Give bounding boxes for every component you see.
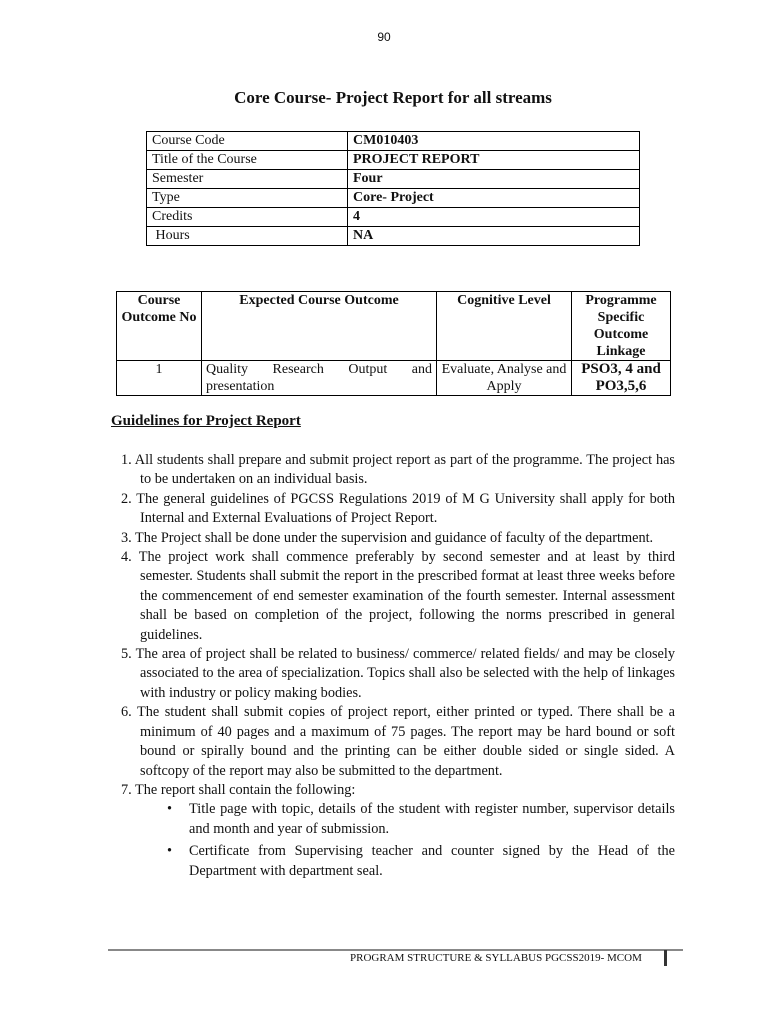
table-row <box>147 227 640 246</box>
report-contents-list <box>140 800 675 881</box>
header-cognitive-level: Cognitive Level <box>437 292 572 361</box>
bullet-icon: • <box>167 843 173 860</box>
guideline-item: 6. The student shall submit copies of project report, either printed or typed. There shall be a minimum of 40 pages and a maximum of 75 pages. The report may be hard bound or soft bound or spirally bound and the printing can be either double sided or single sided. A softcopy of the report may also be submitted to the department. <box>121 704 675 779</box>
outcome-number: 1 <box>117 361 202 396</box>
list-item-text: Title page with topic, details of the student with register number, supervisor details and month and year of submission. <box>189 801 675 837</box>
course-title-label: Title of the Course <box>147 151 348 170</box>
table-header-row <box>117 292 671 361</box>
course-code-label: Course Code <box>147 132 348 151</box>
guideline-item: 3. The Project shall be done under the supervision and guidance of faculty of the department. <box>121 529 654 546</box>
course-outcome-table <box>116 291 671 396</box>
outcome-description-line-2: presentation <box>206 379 275 394</box>
guidelines-heading: Guidelines for Project Report <box>111 413 301 429</box>
credits-label: Credits <box>147 208 348 227</box>
guideline-item: 2. The general guidelines of PGCSS Regulations 2019 of M G University shall apply for both Internal and External Evaluations of Project Report. <box>121 490 675 527</box>
table-row <box>117 361 671 396</box>
outcome-cognitive-level: Evaluate, Analyse and Apply <box>437 361 572 396</box>
guideline-item-text: 7. The report shall contain the following: <box>121 781 356 798</box>
footer-divider <box>108 949 683 951</box>
hours-value: NA <box>348 227 640 246</box>
outcome-pso-linkage: PSO3, 4 and PO3,5,6 <box>572 361 671 396</box>
table-row <box>147 170 640 189</box>
header-expected-outcome: Expected Course Outcome <box>202 292 437 361</box>
course-info-table <box>146 131 640 246</box>
table-row <box>147 189 640 208</box>
page-title: Core Course- Project Report for all streams <box>234 88 552 107</box>
header-pso-linkage: Programme Specific Outcome Linkage <box>572 292 671 361</box>
semester-label: Semester <box>147 170 348 189</box>
page-footer: PROGRAM STRUCTURE & SYLLABUS PGCSS2019- MCOM <box>350 952 642 964</box>
page-number: 90 <box>377 30 391 44</box>
list-item <box>149 842 675 881</box>
list-item-text: Certificate from Supervising teacher and counter signed by the Head of the Department with department seal. <box>189 843 675 879</box>
table-row <box>147 208 640 227</box>
guideline-item: 1. All students shall prepare and submit project report as part of the programme. The project has to be undertaken on an individual basis. <box>121 452 675 488</box>
guidelines-list <box>115 451 675 884</box>
type-value: Core- Project <box>348 189 640 208</box>
credits-value: 4 <box>348 208 640 227</box>
type-label: Type <box>147 189 348 208</box>
list-item <box>149 800 675 839</box>
bullet-icon: • <box>167 801 173 818</box>
guideline-item: 5. The area of project shall be related to business/ commerce/ related fields/ and may be closely associated to the area of specialization. Topics shall also be selected with the help of linkages with industry or policy making bodies. <box>121 646 675 701</box>
outcome-description-line-1: Quality Research Output and <box>206 362 432 377</box>
header-outcome-no: Course Outcome No <box>117 292 202 361</box>
hours-label: Hours <box>147 227 348 246</box>
guideline-item: 4. The project work shall commence preferably by second semester and at least by third semester. Students shall submit the report in the prescribed format at least three weeks before the commencement of end semester examination of the fourth semester. Internal assessment shall be based on completion of the project, following the norms prescribed in general guidelines. <box>121 549 675 643</box>
table-row <box>147 132 640 151</box>
semester-value: Four <box>348 170 640 189</box>
course-code-value: CM010403 <box>348 132 640 151</box>
guideline-item <box>115 781 675 881</box>
table-row <box>147 151 640 170</box>
footer-bar <box>664 950 667 966</box>
outcome-description <box>202 361 437 396</box>
course-title-value: PROJECT REPORT <box>348 151 640 170</box>
